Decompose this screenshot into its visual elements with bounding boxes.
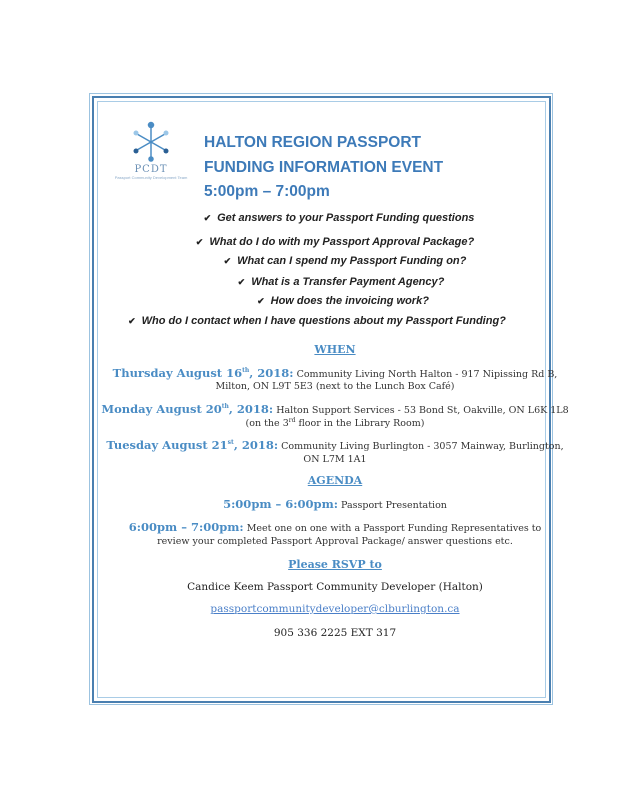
- bullet-text: What can I spend my Passport Funding on?: [237, 255, 467, 267]
- check-icon: ✔: [203, 213, 212, 223]
- check-icon: ✔: [195, 237, 204, 247]
- agenda-time: 5:00pm – 6:00pm:: [223, 497, 338, 511]
- event-location-cont: ON L7M 1A1: [303, 454, 367, 465]
- event-date: Thursday August 16th, 2018:: [112, 366, 294, 380]
- event-time: 5:00pm – 7:00pm: [204, 183, 330, 200]
- event-date: Tuesday August 21st, 2018:: [106, 438, 279, 452]
- title-line-2: FUNDING INFORMATION EVENT: [204, 159, 444, 176]
- agenda-text-cont: review your completed Passport Approval Package/ answer questions etc.: [157, 536, 513, 547]
- agenda-heading: AGENDA: [307, 474, 363, 487]
- bullet-item: [82, 315, 552, 327]
- bullet-text: What is a Transfer Payment Agency?: [251, 276, 445, 288]
- check-icon: ✔: [237, 277, 246, 287]
- rsvp-phone: 905 336 2225 EXT 317: [273, 627, 397, 639]
- bullet-item: [104, 212, 574, 224]
- pcdt-logo: [96, 120, 206, 180]
- logo-name: PCDT: [134, 164, 168, 175]
- bullet-item: [108, 295, 578, 307]
- bullet-text: What do I do with my Passport Approval Package?: [209, 236, 475, 248]
- bullet-item: [100, 236, 570, 248]
- event-location: Halton Support Services - 53 Bond St, Oakville, ON L6K 1L8: [273, 405, 569, 416]
- title-line-1: HALTON REGION PASSPORT: [204, 134, 422, 151]
- event-location-cont: (on the 3rd floor in the Library Room): [245, 417, 425, 430]
- event-tuesday: [100, 438, 570, 452]
- agenda-text: Meet one on one with a Passport Funding Representatives to: [243, 523, 542, 534]
- event-date: Monday August 20th, 2018:: [101, 402, 274, 416]
- bullet-text: How does the invoicing work?: [270, 295, 429, 307]
- event-monday: [100, 402, 570, 416]
- agenda-text: Passport Presentation: [337, 500, 447, 511]
- event-location: Community Living North Halton - 917 Nipissing Rd B,: [293, 369, 558, 380]
- bullet-text: Get answers to your Passport Funding questions: [217, 212, 475, 224]
- rsvp-contact: Candice Keem Passport Community Developer (Halton): [187, 581, 483, 593]
- logo-subtitle: Passport Community Development Team: [114, 175, 188, 180]
- snowflake-people-icon: [129, 120, 173, 164]
- bullet-text: Who do I contact when I have questions about my Passport Funding?: [141, 315, 506, 327]
- event-location: Community Living Burlington - 3057 Mainway, Burlington,: [278, 441, 564, 452]
- event-location-cont: Milton, ON L9T 5E3 (next to the Lunch Box Café): [215, 381, 455, 392]
- rsvp-heading: Please RSVP to: [288, 558, 382, 571]
- check-icon: ✔: [223, 256, 232, 266]
- check-icon: ✔: [128, 316, 136, 326]
- rsvp-email-link[interactable]: passportcommunitydeveloper@clburlington.ca: [210, 603, 460, 615]
- check-icon: ✔: [257, 296, 265, 306]
- event-thursday: [100, 366, 570, 380]
- when-heading: WHEN: [314, 343, 356, 356]
- bullet-item: [110, 255, 580, 267]
- bullet-item: [106, 276, 576, 288]
- agenda-time: 6:00pm – 7:00pm:: [128, 520, 244, 534]
- agenda-item: [100, 497, 570, 511]
- agenda-item: [100, 520, 570, 534]
